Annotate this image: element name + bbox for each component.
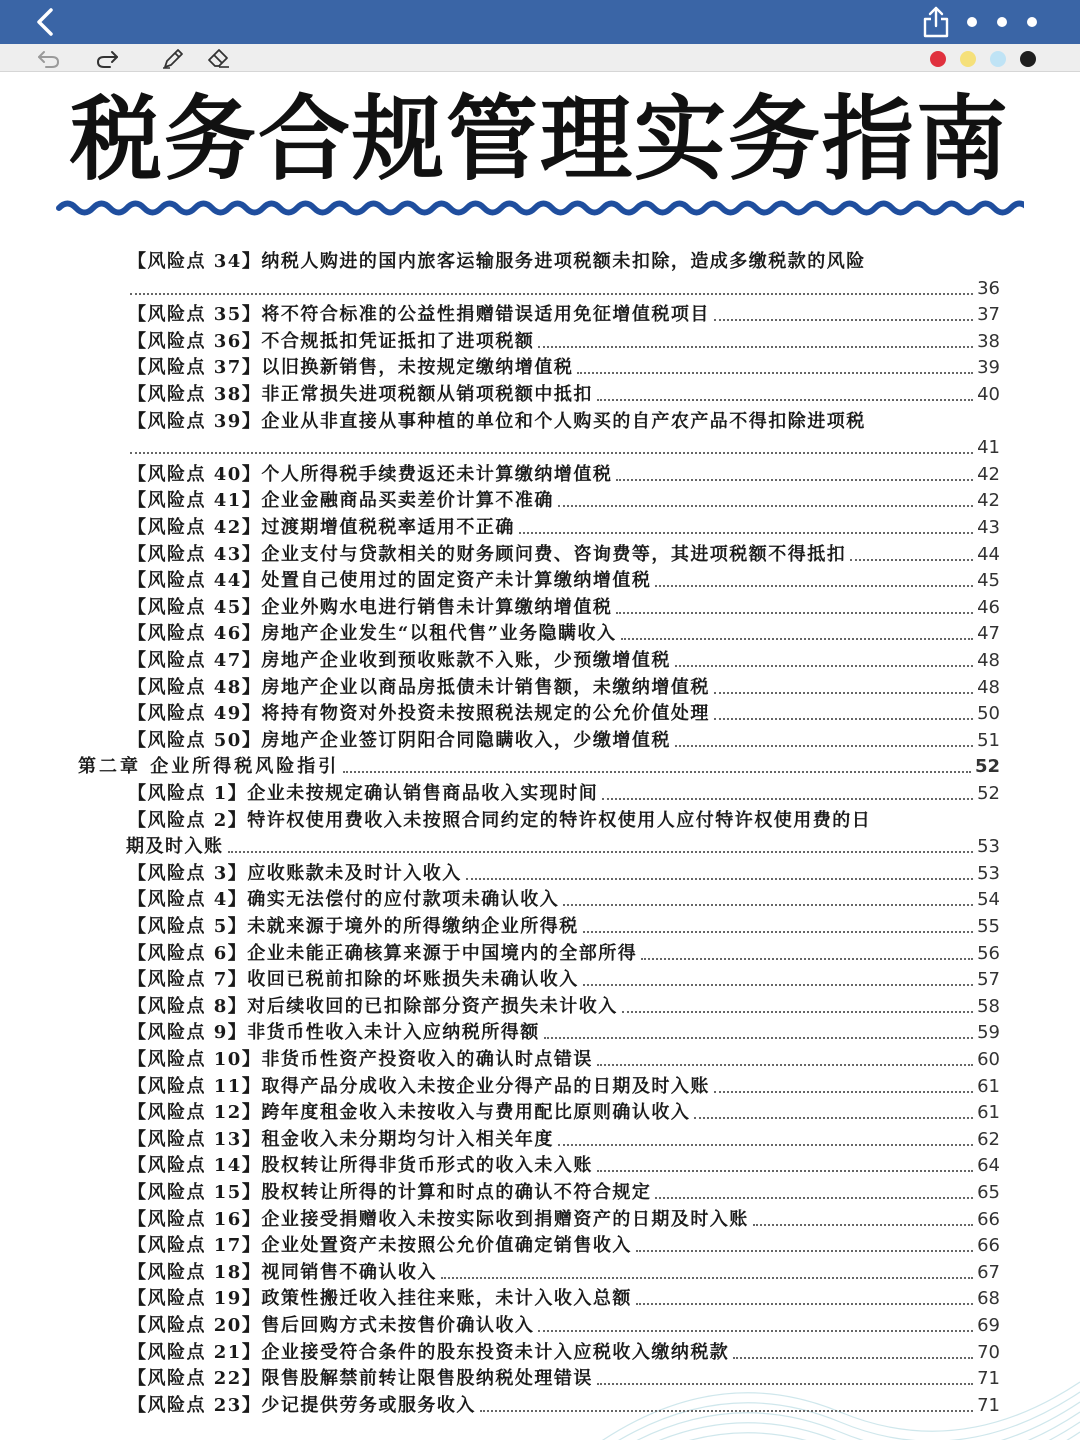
- toc-entry[interactable]: [128, 1341, 1000, 1365]
- toc-entry[interactable]: [128, 995, 1000, 1019]
- toc-entry-title: 【风险点 1】企业未按规定确认销售商品收入实现时间: [128, 783, 599, 804]
- toc-entry[interactable]: [126, 835, 1000, 859]
- toc-page-number: 45: [977, 570, 1000, 592]
- toc-entry[interactable]: [128, 888, 1000, 912]
- toc-entry[interactable]: [128, 1128, 1000, 1152]
- toc-entry[interactable]: [128, 1154, 1000, 1178]
- redo-icon[interactable]: [94, 46, 120, 70]
- toc-entry[interactable]: [128, 1234, 1000, 1258]
- toc-entry-title: 【风险点 10】非货币性资产投资收入的确认时点错误: [128, 1049, 593, 1070]
- toc-page-number: 47: [977, 623, 1000, 645]
- toc-leader-dots: [563, 900, 973, 906]
- toc-entry-title: 【风险点 2】特许权使用费收入未按照合同约定的特许权使用人应付特许权使用费的日: [128, 809, 872, 831]
- toc-entry[interactable]: [128, 1075, 1000, 1099]
- toc-entry[interactable]: [128, 489, 1000, 513]
- toc-leader-dots: [694, 1113, 973, 1119]
- toc-entry-title: 【风险点 5】未就来源于境外的所得缴纳企业所得税: [128, 916, 579, 937]
- toc-entry-title: 【风险点 18】视同销售不确认收入: [128, 1261, 437, 1283]
- color-light-blue[interactable]: [990, 51, 1006, 67]
- toc-page-number: 48: [977, 650, 1000, 671]
- toc-entry[interactable]: [128, 463, 1000, 487]
- toc-entry-title: 【风险点 22】限售股解禁前转让限售股纳税处理错误: [128, 1368, 593, 1390]
- annotation-toolbar: [0, 44, 1080, 72]
- toc-page-number: 69: [977, 1315, 1000, 1336]
- toc-entry[interactable]: [128, 702, 1000, 726]
- toc-entry-title: 【风险点 43】企业支付与贷款相关的财务顾问费、咨询费等，其进项税额不得抵扣: [128, 543, 847, 565]
- toc-leader-dots: [675, 661, 973, 667]
- toc-leader-dots: [466, 874, 973, 880]
- toc-entry-title: 【风险点 8】对后续收回的已扣除部分资产损失未计收入: [128, 995, 618, 1017]
- toc-entry-title: 【风险点 7】收回已税前扣除的坏账损失未确认收入: [128, 969, 579, 991]
- toc-page-number: 44: [977, 543, 1000, 565]
- toc-leader-dots: [558, 501, 973, 507]
- toc-entry[interactable]: [128, 1101, 1000, 1125]
- more-dots-icon[interactable]: [962, 12, 1046, 32]
- toc-page-number: 68: [977, 1288, 1000, 1310]
- toc-leader-dots: [675, 741, 973, 747]
- toc-page-number: 37: [977, 304, 1000, 326]
- toc-entry[interactable]: [128, 649, 1000, 673]
- toc-entry-title: 【风险点 38】非正常损失进项税额从销项税额中抵扣: [128, 384, 593, 405]
- toc-page-number: 53: [977, 862, 1000, 884]
- toc-entry-title: 【风险点 50】房地产企业签订阴阳合同隐瞒收入，少缴增值税: [128, 729, 671, 751]
- toc-entry[interactable]: [128, 303, 1000, 327]
- toc-entry[interactable]: [128, 1208, 1000, 1232]
- toc-leader-dots: [622, 1007, 973, 1013]
- toc-page-number: 59: [977, 1022, 1000, 1044]
- toc-entry[interactable]: [128, 596, 1000, 620]
- toc-page-number: 41: [977, 437, 1000, 459]
- toc-leader-dots: [583, 980, 973, 986]
- toc-entry[interactable]: [128, 1314, 1000, 1338]
- toc-leader-dots: [228, 847, 974, 853]
- document-title: 税务合规管理实务指南: [69, 86, 1010, 193]
- toc-page-number: 54: [977, 889, 1000, 911]
- toc-page-number: 65: [977, 1182, 1000, 1203]
- toc-page-number: 66: [977, 1235, 1000, 1257]
- toc-entry[interactable]: [128, 410, 1000, 434]
- toc-entry-title: 【风险点 15】股权转让所得的计算和时点的确认不符合规定: [128, 1182, 652, 1203]
- toc-page-number: 67: [977, 1261, 1000, 1283]
- toc-leader-dots: [597, 1060, 973, 1066]
- toc-leader-dots: [583, 927, 973, 933]
- toc-leader-dots: [577, 368, 973, 374]
- toc-leader-dots: [597, 395, 973, 401]
- share-icon[interactable]: [920, 4, 952, 40]
- color-black[interactable]: [1020, 51, 1036, 67]
- toc-entry[interactable]: [128, 1181, 1000, 1205]
- toc-entry-title: 【风险点 42】过渡期增值税税率适用不正确: [128, 517, 515, 538]
- toc-page-number: 53: [977, 836, 1000, 858]
- toc-entry-title: 【风险点 35】将不符合标准的公益性捐赠错误适用免征增值税项目: [128, 304, 710, 326]
- toc-page-number: 62: [977, 1128, 1000, 1150]
- toc-page-number: 61: [977, 1102, 1000, 1124]
- document-page: [0, 72, 1080, 1440]
- toc-entry[interactable]: [128, 809, 1000, 833]
- toc-entry-title: 【风险点 17】企业处置资产未按照公允价值确定销售收入: [128, 1235, 632, 1257]
- toc-leader-dots: [655, 581, 973, 587]
- toc-entry-title: 【风险点 45】企业外购水电进行销售未计算缴纳增值税: [128, 596, 613, 618]
- toc-page-number: 61: [977, 1075, 1000, 1097]
- toc-leader-dots: [714, 688, 973, 694]
- toc-entry[interactable]: [128, 250, 1000, 274]
- toc-page-number: 71: [977, 1368, 1000, 1390]
- toc-leader-dots: [538, 342, 973, 348]
- toc-entry[interactable]: [128, 569, 1000, 593]
- toc-entry-title: 【风险点 23】少记提供劳务或服务收入: [128, 1394, 476, 1416]
- toc-leader-dots: [130, 448, 973, 454]
- toc-entry-title: 【风险点 6】企业未能正确核算来源于中国境内的全部所得: [128, 942, 638, 964]
- toc-leader-dots: [441, 1273, 973, 1279]
- toc-entry-title: 【风险点 34】纳税人购进的国内旅客运输服务进项税额未扣除，造成多缴税款的风险: [128, 251, 866, 272]
- toc-entry-title: 【风险点 47】房地产企业收到预收账款不入账，少预缴增值税: [128, 650, 671, 671]
- toc-entry[interactable]: [128, 1048, 1000, 1072]
- toc-entry[interactable]: [128, 782, 1000, 806]
- toc-page-number: 52: [977, 783, 1000, 804]
- toc-leader-dots: [616, 608, 973, 614]
- toc-entry[interactable]: [128, 356, 1000, 380]
- toc-leader-dots: [538, 1326, 973, 1332]
- toc-page-number: 56: [977, 942, 1000, 964]
- toc-entry-title: 【风险点 40】个人所得税手续费返还未计算缴纳增值税: [128, 463, 613, 485]
- toc-leader-dots: [130, 289, 973, 295]
- toc-entry-title: 期及时入账: [126, 836, 224, 858]
- toc-entry-title: 【风险点 12】跨年度租金收入未按收入与费用配比原则确认收入: [128, 1102, 691, 1124]
- toc-entry-title: 【风险点 46】房地产企业发生“以租代售”业务隐瞒收入: [128, 623, 617, 645]
- toc-leader-dots: [636, 1299, 973, 1305]
- toc-page-number: 36: [977, 277, 1000, 299]
- toc-leader-dots: [714, 714, 973, 720]
- toc-page-number: 43: [977, 517, 1000, 538]
- toc-leader-dots: [714, 1087, 973, 1093]
- toc-entry-continuation[interactable]: [126, 277, 1000, 301]
- toc-page-number: 71: [977, 1394, 1000, 1416]
- toc-leader-dots: [655, 1193, 973, 1199]
- toc-entry-title: 【风险点 37】以旧换新销售，未按规定缴纳增值税: [128, 357, 574, 379]
- toc-page-number: 60: [977, 1049, 1000, 1070]
- toc-page-number: 40: [977, 384, 1000, 405]
- toc-page-number: 42: [977, 463, 1000, 485]
- toc-page-number: 42: [977, 490, 1000, 512]
- toc-page-number: 48: [977, 676, 1000, 698]
- toc-leader-dots: [733, 1353, 973, 1359]
- toc-entry[interactable]: [128, 1287, 1000, 1311]
- toc-entry[interactable]: [128, 1021, 1000, 1045]
- chevron-left-icon[interactable]: [28, 4, 64, 40]
- toc-entry-title: 【风险点 19】政策性搬迁收入挂往来账，未计入收入总额: [128, 1288, 632, 1310]
- toc-page-number: 58: [977, 995, 1000, 1017]
- toc-entry[interactable]: [128, 729, 1000, 753]
- toc-page-number: 55: [977, 916, 1000, 937]
- toc-page-number: 52: [974, 756, 1000, 778]
- toc-leader-dots: [636, 1246, 973, 1252]
- toc-entry-title: 【风险点 36】不合规抵扣凭证抵扣了进项税额: [128, 330, 535, 352]
- toc-entry-continuation[interactable]: [126, 436, 1000, 460]
- toc-entry[interactable]: [128, 862, 1000, 886]
- toc-entry-title: 【风险点 9】非货币性收入未计入应纳税所得额: [128, 1022, 540, 1044]
- toc-entry[interactable]: [128, 383, 1000, 407]
- top-nav-bar: [0, 0, 1080, 44]
- toc-entry[interactable]: [128, 543, 1000, 567]
- toc-leader-dots: [616, 475, 973, 481]
- toc-page-number: 46: [977, 596, 1000, 618]
- toc-entry-title: 【风险点 41】企业金融商品买卖差价计算不准确: [128, 490, 554, 512]
- toc-page-number: 66: [977, 1208, 1000, 1230]
- toc-entry[interactable]: [128, 330, 1000, 354]
- toc-entry-title: 【风险点 14】股权转让所得非货币形式的收入未入账: [128, 1155, 593, 1177]
- toc-page-number: 57: [977, 969, 1000, 991]
- pen-icon[interactable]: [160, 46, 186, 70]
- toc-entry[interactable]: [128, 516, 1000, 540]
- toc-leader-dots: [850, 555, 973, 561]
- color-yellow[interactable]: [960, 51, 976, 67]
- toc-leader-dots: [714, 315, 973, 321]
- toc-page-number: 50: [977, 703, 1000, 725]
- toc-entry-title: 【风险点 49】将持有物资对外投资未按照税法规定的公允价值处理: [128, 703, 710, 725]
- toc-entry-title: 【风险点 21】企业接受符合条件的股东投资未计入应税收入缴纳税款: [128, 1341, 730, 1363]
- toc-leader-dots: [753, 1220, 973, 1226]
- toc-chapter-entry[interactable]: [78, 755, 1000, 779]
- toc-leader-dots: [621, 634, 974, 640]
- toc-page-number: 39: [977, 357, 1000, 379]
- toc-page-number: 51: [977, 729, 1000, 751]
- toc-leader-dots: [641, 954, 973, 960]
- toc-entry-title: 【风险点 16】企业接受捐赠收入未按实际收到捐赠资产的日期及时入账: [128, 1208, 749, 1230]
- toc-page-number: 70: [977, 1341, 1000, 1363]
- toc-entry[interactable]: [128, 1261, 1000, 1285]
- toc-entry-title: 第二章 企业所得税风险指引: [78, 756, 340, 778]
- toc-entry-title: 【风险点 48】房地产企业以商品房抵债未计销售额，未缴纳增值税: [128, 676, 710, 698]
- toc-entry[interactable]: [128, 622, 1000, 646]
- toc-entry-title: 【风险点 4】确实无法偿付的应付款项未确认收入: [128, 889, 560, 911]
- toc-leader-dots: [597, 1166, 973, 1172]
- toc-entry[interactable]: [128, 676, 1000, 700]
- toc-leader-dots: [519, 528, 973, 534]
- toc-leader-dots: [544, 1033, 973, 1039]
- toc-leader-dots: [558, 1140, 973, 1146]
- toc-entry-title: 【风险点 20】售后回购方式未按售价确认收入: [128, 1315, 535, 1336]
- toc-entry-title: 【风险点 3】应收账款未及时计入收入: [128, 862, 462, 884]
- toc-entry-title: 【风险点 11】取得产品分成收入未按企业分得产品的日期及时入账: [128, 1075, 710, 1097]
- toc-entry[interactable]: [128, 915, 1000, 939]
- toc-leader-dots: [597, 1379, 973, 1385]
- toc-page-number: 38: [977, 330, 1000, 352]
- toc-entry[interactable]: [128, 1394, 1000, 1418]
- toc-entry-title: 【风险点 13】租金收入未分期均匀计入相关年度: [128, 1128, 554, 1150]
- toc-entry[interactable]: [128, 942, 1000, 966]
- title-wave-underline: [56, 196, 1024, 226]
- undo-icon[interactable]: [36, 46, 62, 70]
- toc-leader-dots: [480, 1406, 973, 1412]
- toc-entry-title: 【风险点 44】处置自己使用过的固定资产未计算缴纳增值税: [128, 570, 652, 592]
- color-red[interactable]: [930, 51, 946, 67]
- toc-entry[interactable]: [128, 1367, 1000, 1391]
- toc-leader-dots: [602, 794, 973, 800]
- toc-entry-title: 【风险点 39】企业从非直接从事种植的单位和个人购买的自产农产品不得扣除进项税: [128, 410, 866, 432]
- toc-page-number: 64: [977, 1155, 1000, 1177]
- toc-entry[interactable]: [128, 968, 1000, 992]
- toc-leader-dots: [343, 767, 971, 773]
- eraser-icon[interactable]: [206, 46, 232, 70]
